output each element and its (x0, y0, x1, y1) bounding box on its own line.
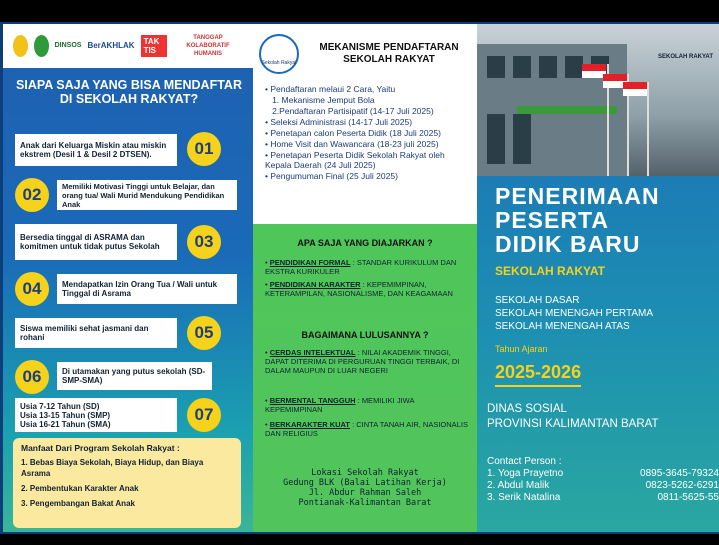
eligibility-heading: SIAPA SAJA YANG BISA MENDAFTAR DI SEKOLAH RAKYAT? (16, 78, 242, 106)
graduate-item: • BERKARAKTER KUAT : CINTA TANAH AIR, NASIONALIS DAN RELIGIUS (265, 420, 468, 438)
graduate-desc: : CINTA TANAH AIR, NASIONALIS DAN RELIGIUS (265, 420, 468, 438)
agency-line: DINAS SOSIAL (487, 403, 567, 415)
curriculum-head: PENDIDIKAN FORMAL (269, 258, 351, 267)
headline-line: DIDIK BARU (495, 231, 641, 257)
right-panel (477, 24, 719, 532)
school-building-photo (477, 24, 719, 176)
headline-line: PENERIMAAN (495, 183, 660, 209)
agency (487, 402, 658, 432)
agency-line: PROVINSI KALIMANTAN BARAT (487, 418, 659, 430)
left-panel (3, 24, 253, 532)
level-item: SEKOLAH DASAR (495, 295, 580, 306)
green-sign (517, 106, 617, 114)
item-number: 06 (15, 360, 49, 394)
logo-bar (3, 24, 253, 68)
level-item: SEKOLAH MENENGAH PERTAMA (495, 308, 653, 319)
contact-phone: 0823-5262-6291 (645, 480, 719, 491)
curriculum-desc: : KEPEMIMPINAN, KETERAMPILAN, NASIONALISME, DAN KEAGAMAAN (265, 280, 453, 298)
contact-block (487, 456, 719, 504)
graduate-head: BERKARAKTER KUAT (269, 420, 350, 429)
gov-emblem-icon (13, 35, 28, 57)
mechanism-title: MEKANISME PENDAFTARAN SEKOLAH RAKYAT (319, 42, 459, 65)
item-number: 04 (15, 272, 49, 306)
graduate-desc: : NILAI AKADEMIK TINGGI, DAPAT DITERIMA DI PERGURUAN TINGGI TERBAIK, DI DALAM MAUPUN DI LUAR NEGERI (265, 348, 460, 375)
item-text: Siswa memiliki sehat jasmani dan rohani (15, 318, 177, 348)
list-item (15, 316, 245, 350)
step-item: 1. Mekanisme Jemput Bola (265, 95, 375, 105)
contact-name: 3. Serik Natalina (487, 492, 561, 503)
step-item: • Seleksi Administrasi (14-17 Juli 2025) (265, 117, 413, 127)
window (513, 56, 531, 78)
item-text: Di utamakan yang putus sekolah (SD-SMP-SMA) (57, 362, 212, 390)
location-block (253, 468, 477, 508)
step-item: • Penetapan calon Peserta Didik (18 Juli 2025) (265, 128, 441, 138)
contact-row (487, 468, 719, 480)
taktis-tagline: TANGGAP KOLABORATIF HUMANIS (186, 35, 230, 57)
contact-title: Contact Person : (487, 456, 562, 467)
photo-label: SEKOLAH RAKYAT (657, 54, 713, 60)
list-item (15, 398, 245, 432)
contact-name: 2. Abdul Malik (487, 480, 550, 491)
list-item (15, 178, 245, 212)
step-item: • Penetapan Peserta Didik Sekolah Rakyat oleh Kepala Daerah (24 Juli 2025) (265, 150, 445, 170)
location-line: Lokasi Sekolah Rakyat (311, 468, 419, 478)
benefits-title: Manfaat Dari Program Sekolah Rakyat : (21, 443, 180, 453)
item-text: Usia 7-12 Tahun (SD) Usia 13-15 Tahun (SMP) Usia 16-21 Tahun (SMA) (15, 398, 177, 432)
dinsos-logo: DINSOS (54, 42, 82, 49)
window (487, 114, 505, 164)
step-item: • Pengumuman Final (25 Juli 2025) (265, 171, 398, 181)
province-emblem-icon (34, 35, 49, 57)
window (565, 56, 583, 78)
middle-panel (253, 24, 477, 532)
mechanism-section (253, 24, 477, 224)
list-item (15, 132, 245, 166)
item-number: 01 (187, 132, 221, 166)
contact-name: 1. Yoga Prayetno (487, 468, 564, 479)
flag-pole (647, 82, 649, 176)
graduates-title: BAGAIMANA LULUSANNYA ? (301, 330, 429, 340)
window (513, 114, 531, 164)
item-number: 03 (187, 225, 221, 259)
item-number: 02 (15, 178, 49, 212)
graduate-head: CERDAS INTELEKTUAL (269, 348, 356, 357)
list-item (15, 272, 245, 306)
curriculum-title: APA SAJA YANG DIAJARKAN ? (297, 238, 433, 248)
school-levels (495, 294, 653, 333)
step-item: • Home Visit dan Wawancara (18-23 juli 2025) (265, 139, 439, 149)
flyer (0, 22, 719, 534)
level-item: SEKOLAH MENENGAH ATAS (495, 321, 630, 332)
graduate-item: • CERDAS INTELEKTUAL : NILAI AKADEMIK TINGGI, DAPAT DITERIMA DI PERGURUAN TINGGI TERBAIK, DI DALAM MAUPUN DI LUAR NEGERI (265, 348, 460, 375)
contact-phone: 0895-3645-79324 (640, 468, 719, 479)
benefits-box (13, 438, 241, 528)
graduate-item: • BERMENTAL TANGGUH : MEMILIKI JIWA KEPEMIMPINAN (265, 396, 415, 414)
headline (495, 184, 660, 256)
benefit-item: 2. Pembentukan Karakter Anak (21, 484, 139, 493)
benefit-item: 1. Bebas Biaya Sekolah, Biaya Hidup, dan Biaya Asrama (21, 458, 204, 478)
contact-row (487, 480, 719, 492)
curriculum-head: PENDIDIKAN KARAKTER (269, 280, 361, 289)
step-item: 2.Pendaftaran Partisipatif (14-17 Juli 2025) (265, 106, 434, 116)
headline-line: PESERTA (495, 207, 609, 233)
mechanism-steps (265, 84, 471, 182)
contact-row (487, 492, 719, 504)
item-number: 05 (187, 316, 221, 350)
step-item: • Pendaftaran melaui 2 Cara, Yaitu (265, 84, 396, 94)
curriculum-desc: : STANDAR KURIKULUM DAN EKSTRA KURIKULER (265, 258, 457, 276)
flag-icon (623, 82, 647, 96)
location-line: Jl. Abdur Rahman Saleh (308, 488, 422, 498)
list-item (15, 360, 245, 394)
item-text: Mendapatkan Izin Orang Tua / Wali untuk Tinggal di Asrama (57, 274, 237, 304)
curriculum-item: • PENDIDIKAN KARAKTER : KEPEMIMPINAN, KETERAMPILAN, NASIONALISME, DAN KEAGAMAAN (265, 280, 453, 298)
academic-year: 2025-2026 (495, 362, 581, 387)
curriculum-section (253, 224, 477, 532)
subtitle: SEKOLAH RAKYAT (495, 264, 606, 278)
graduate-head: BERMENTAL TANGGUH (269, 396, 356, 405)
taktis-logo: TAK TIS (141, 35, 168, 57)
item-number: 07 (187, 398, 221, 432)
contact-phone: 0811-5625-55 (657, 492, 719, 503)
item-text: Memiliki Motivasi Tinggi untuk Belajar, dan orang tua/ Wali Murid Mendukung Pendidikan Anak (57, 180, 237, 210)
location-line: Gedung BLK (Balai Latihan Kerja) (283, 478, 447, 488)
location-line: Pontianak-Kalimantan Barat (298, 498, 432, 508)
item-text: Anak dari Keluarga Miskin atau miskin ekstrem (Desil 1 & Desil 2 DTSEN). (15, 134, 177, 166)
list-item (15, 224, 245, 258)
academic-year-label: Tahun Ajaran (495, 344, 548, 354)
graduate-desc: : MEMILIKI JIWA KEPEMIMPINAN (265, 396, 415, 414)
window (539, 56, 557, 78)
berakhlak-logo: BerAKHLAK (87, 41, 135, 50)
item-text: Bersedia tinggal di ASRAMA dan komitmen untuk tidak putus Sekolah (15, 224, 177, 260)
window (487, 56, 505, 78)
sekolah-rakyat-logo: Sekolah Rakyat (259, 34, 299, 74)
curriculum-item: • PENDIDIKAN FORMAL : STANDAR KURIKULUM DAN EKSTRA KURIKULER (265, 258, 457, 276)
benefit-item: 3. Pengembangan Bakat Anak (21, 499, 135, 508)
